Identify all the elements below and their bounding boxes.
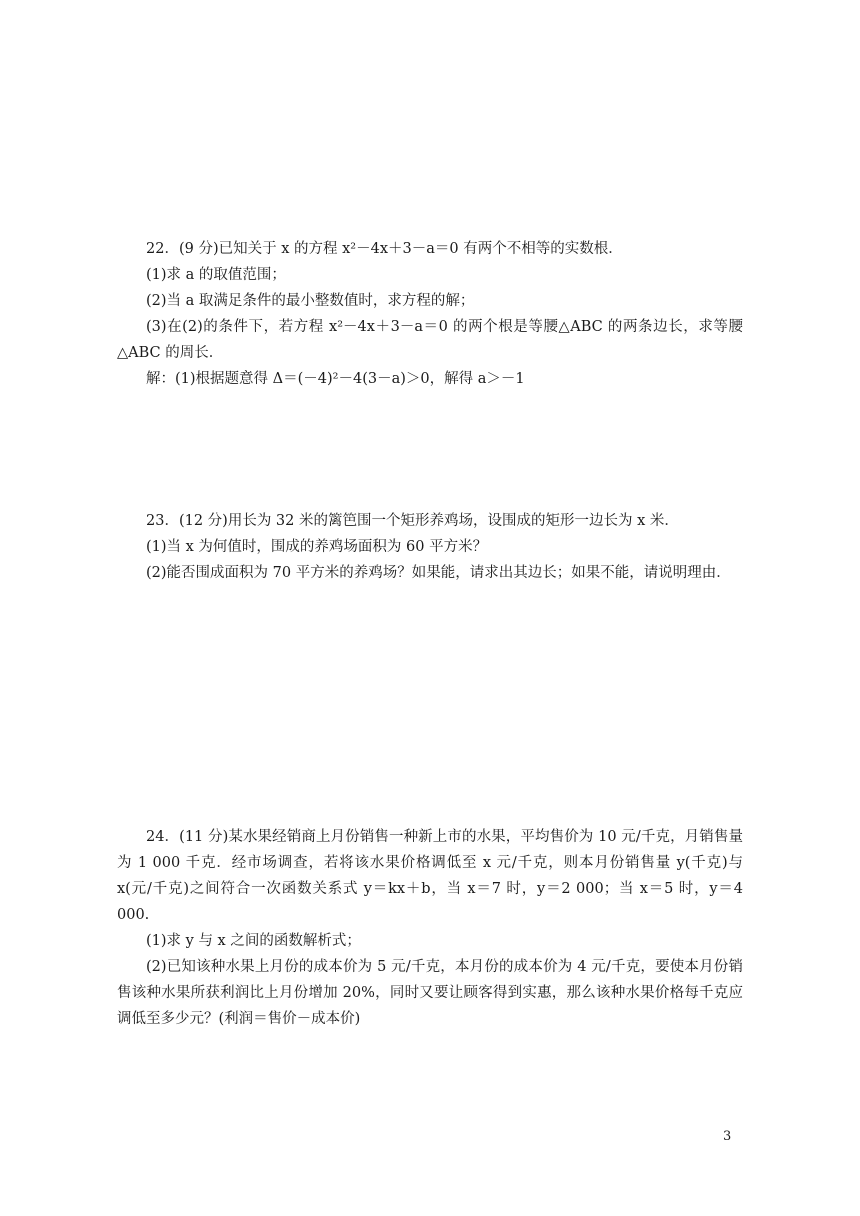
question-stem: 23．(12 分)用长为 32 米的篱笆围一个矩形养鸡场，设围成的矩形一边长为 x 米． — [146, 513, 679, 529]
sub-question: (1)求 a 的取值范围； — [146, 267, 286, 283]
sub-question: (3)在(2)的条件下，若方程 x²－4x＋3－a＝0 的两个根是等腰△ABC 的两条边长，求等腰△ABC 的周长． — [117, 319, 743, 361]
question-stem: 24．(11 分)某水果经销商上月份销售一种新上市的水果，平均售价为 10 元/千克，月销售量为 1 000 千克．经市场调查，若将该水果价格调低至 x 元/千克，则本月份销售量 y(千克)与 x(元/千克)之间符合一次函数关系式 y＝kx＋b，当 x＝7 时，y＝2 000；当 x＝5 时，y＝4 000. — [117, 829, 743, 923]
question-24 — [117, 824, 743, 1032]
page-number: 3 — [723, 1129, 732, 1144]
sub-question: (2)能否围成面积为 70 平方米的养鸡场？如果能，请求出其边长；如果不能，请说明理由． — [146, 565, 731, 581]
solution-text: 解：(1)根据题意得 Δ＝(－4)²－4(3－a)＞0，解得 a＞－1 — [146, 371, 525, 387]
sub-question: (2)当 a 取满足条件的最小整数值时，求方程的解； — [146, 293, 475, 309]
question-23 — [117, 508, 743, 586]
question-22 — [117, 236, 743, 392]
sub-question: (1)求 y 与 x 之间的函数解析式； — [146, 933, 361, 949]
question-stem: 22．(9 分)已知关于 x 的方程 x²－4x＋3－a＝0 有两个不相等的实数根． — [146, 241, 623, 257]
sub-question: (2)已知该种水果上月份的成本价为 5 元/千克，本月份的成本价为 4 元/千克，要使本月份销售该种水果所获利润比上月份增加 20%，同时又要让顾客得到实惠，那么该种水果价格每千克应调低至多少元？(利润＝售价－成本价) — [117, 959, 743, 1027]
sub-question: (1)当 x 为何值时，围成的养鸡场面积为 60 平方米？ — [146, 539, 488, 555]
